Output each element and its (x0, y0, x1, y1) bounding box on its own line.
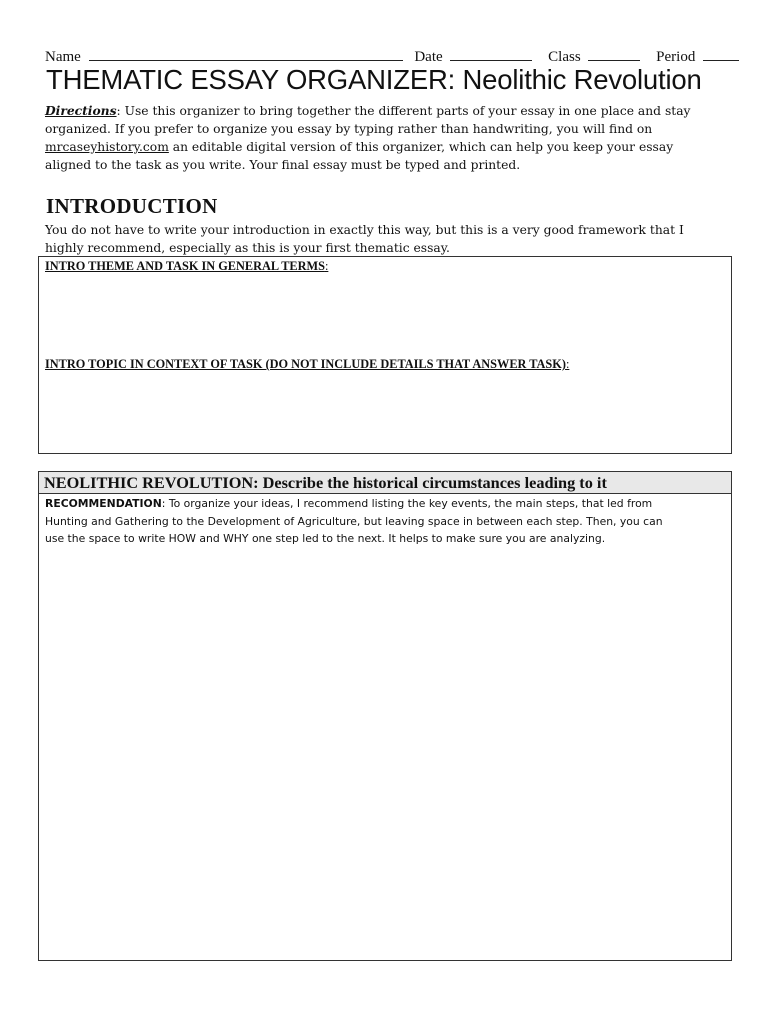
date-label: Date (414, 49, 443, 65)
introduction-line-2: highly recommend, especially as this is your first thematic essay. (45, 241, 450, 255)
recommendation-line-1: : To organize your ideas, I recommend listing the key events, the main steps, that led from (161, 497, 653, 510)
website-link[interactable]: mrcaseyhistory.com (45, 140, 169, 154)
recommendation-line-2: Hunting and Gathering to the Development of Agriculture, but leaving space in between each step. Then, you can (45, 514, 663, 528)
period-label: Period (656, 49, 696, 65)
neolithic-heading-bold: NEOLITHIC REVOLUTION (44, 473, 254, 492)
introduction-line-1: You do not have to write your introduction in exactly this way, but this is a very good framework that I (45, 223, 684, 237)
recommendation-label: RECOMMENDATION (45, 497, 162, 510)
student-info-line (45, 46, 725, 66)
directions-label: Directions (45, 103, 117, 118)
page-title: THEMATIC ESSAY ORGANIZER: Neolithic Revolution (46, 64, 702, 95)
directions-line-4: aligned to the task as you write. Your final essay must be typed and printed. (45, 158, 521, 172)
directions-line-2: organized. If you prefer to organize you essay by typing rather than handwriting, you will find on (45, 122, 653, 136)
introduction-paragraph (45, 221, 725, 257)
class-blank[interactable] (588, 46, 640, 61)
intro-topic-label: INTRO TOPIC IN CONTEXT OF TASK (DO NOT INCLUDE DETAILS THAT ANSWER TASK): (45, 357, 570, 371)
directions-line-1: : Use this organizer to bring together the different parts of your essay in one place and stay (116, 104, 691, 118)
recommendation-line-3: use the space to write HOW and WHY one step led to the next. It helps to make sure you are analyzing. (45, 532, 606, 545)
neolithic-heading (39, 472, 731, 494)
period-blank[interactable] (703, 46, 739, 61)
directions-paragraph (45, 102, 725, 174)
introduction-heading: INTRODUCTION (46, 194, 218, 218)
name-blank[interactable] (89, 46, 403, 61)
intro-box[interactable] (38, 256, 732, 454)
date-blank[interactable] (450, 46, 532, 61)
directions-line-3: an editable digital version of this organizer, which can help you keep your essay (168, 140, 674, 154)
neolithic-box[interactable] (38, 471, 732, 961)
class-label: Class (548, 49, 581, 65)
neolithic-heading-rest: : Describe the historical circumstances leading to it (253, 473, 607, 492)
intro-theme-label: INTRO THEME AND TASK IN GENERAL TERMS: (45, 259, 329, 273)
recommendation-text (45, 495, 725, 548)
name-label: Name (45, 49, 81, 65)
